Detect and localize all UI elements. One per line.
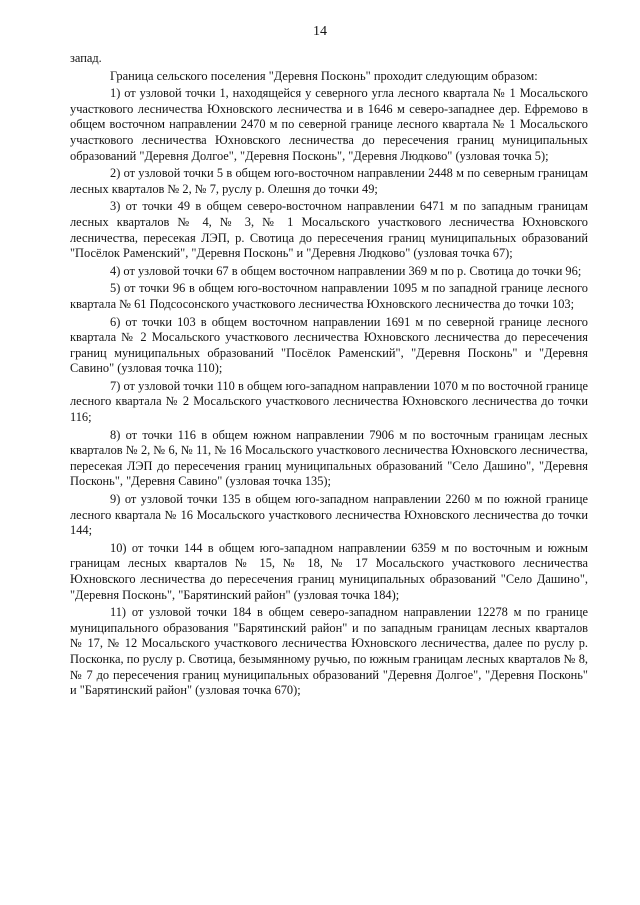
intro-paragraph: Граница сельского поселения "Деревня Посконь" проходит следующим образом:: [110, 68, 538, 83]
boundary-item-6: 6) от точки 103 в общем восточном направлении 1691 м по северной границе лесного квартала № 2 Мосальского участкового лесничества Юхновского лесничества до пересечения границ муниципальных образований "Посёлок Раменский", "Деревня Посконь" и "Деревня Савино" (узловая точка 110);: [70, 314, 588, 376]
document-body: [70, 51, 588, 701]
continuation-text: запад.: [70, 51, 102, 65]
boundary-item-10: 10) от точки 144 в общем юго-западном направлении 6359 м по восточным и южным границам лесных кварталов № 15, № 18, № 17 Мосальского участкового лесничества Юхновского лесничества до пересечения границ муниципальных образований "Село Дашино", "Деревня Посконь", "Барятинский район" (узловая точка 184);: [70, 540, 588, 602]
boundary-item-8: 8) от точки 116 в общем южном направлении 7906 м по восточным границам лесных кварталов № 2, № 6, № 11, № 16 Мосальского участкового лесничества Юхновского лесничества, пересекая ЛЭП до пересечения границ муниципальных образований "Село Дашино", "Деревня Посконь", "Деревня Савино" (узловая точка 135);: [70, 427, 588, 489]
boundary-item-2: 2) от узловой точки 5 в общем юго-восточном направлении 2448 м по северным границам лесных кварталов № 2, № 7, руслу р. Олешня до точки 49;: [70, 166, 588, 196]
boundary-item-1: 1) от узловой точки 1, находящейся у северного угла лесного квартала № 1 Мосальского участкового лесничества Юхновского лесничества и в 1646 м северо-западнее дер. Ефремово в общем восточном направлении 2470 м по северной границе лесного квартала № 1 Мосальского участкового лесничества Юхновского лесничества до пересечения границ муниципальных образований "Деревня Долгое", "Деревня Посконь", "Деревня Людково" (узловая точка 5);: [70, 86, 588, 163]
boundary-item-3: 3) от точки 49 в общем северо-восточном направлении 6471 м по западным границам лесных кварталов № 4, № 3, № 1 Мосальского участкового лесничества Юхновского лесничества, пересекая ЛЭП, р. Свотица до пересечения границ муниципальных образований "Посёлок Раменский", "Деревня Посконь" и "Деревня Людково" (узловая точка 67);: [70, 199, 588, 261]
page-number: 14: [313, 24, 327, 39]
boundary-item-5: 5) от точки 96 в общем юго-восточном направлении 1095 м по западной границе лесного квартала № 61 Подсосонского участкового лесничества Юхновского лесничества до точки 103;: [70, 281, 588, 311]
boundary-item-4: 4) от узловой точки 67 в общем восточном направлении 369 м по р. Свотица до точки 96;: [110, 263, 582, 278]
boundary-item-9: 9) от узловой точки 135 в общем юго-западном направлении 2260 м по южной границе лесного квартала № 16 Мосальского участкового лесничества Юхновского лесничества до точки 144;: [70, 492, 588, 538]
boundary-item-7: 7) от узловой точки 110 в общем юго-западном направлении 1070 м по восточной границе лесного квартала № 2 Мосальского участкового лесничества Юхновского лесничества до точки 116;: [70, 378, 588, 425]
boundary-item-11: 11) от узловой точки 184 в общем северо-западном направлении 12278 м по границе муниципального образования "Барятинский район" и по западным границам лесных кварталов № 17, № 12 Мосальского участкового лесничества Юхновского лесничества, далее по руслу р. Посконка, по руслу р. Свотица, безымянному ручью, по южным границам лесных кварталов № 8, № 7 до пересечения границ муниципальных образований "Деревня Долгое", "Деревня Посконь" и "Барятинский район" (узловая точка 670);: [70, 605, 588, 698]
